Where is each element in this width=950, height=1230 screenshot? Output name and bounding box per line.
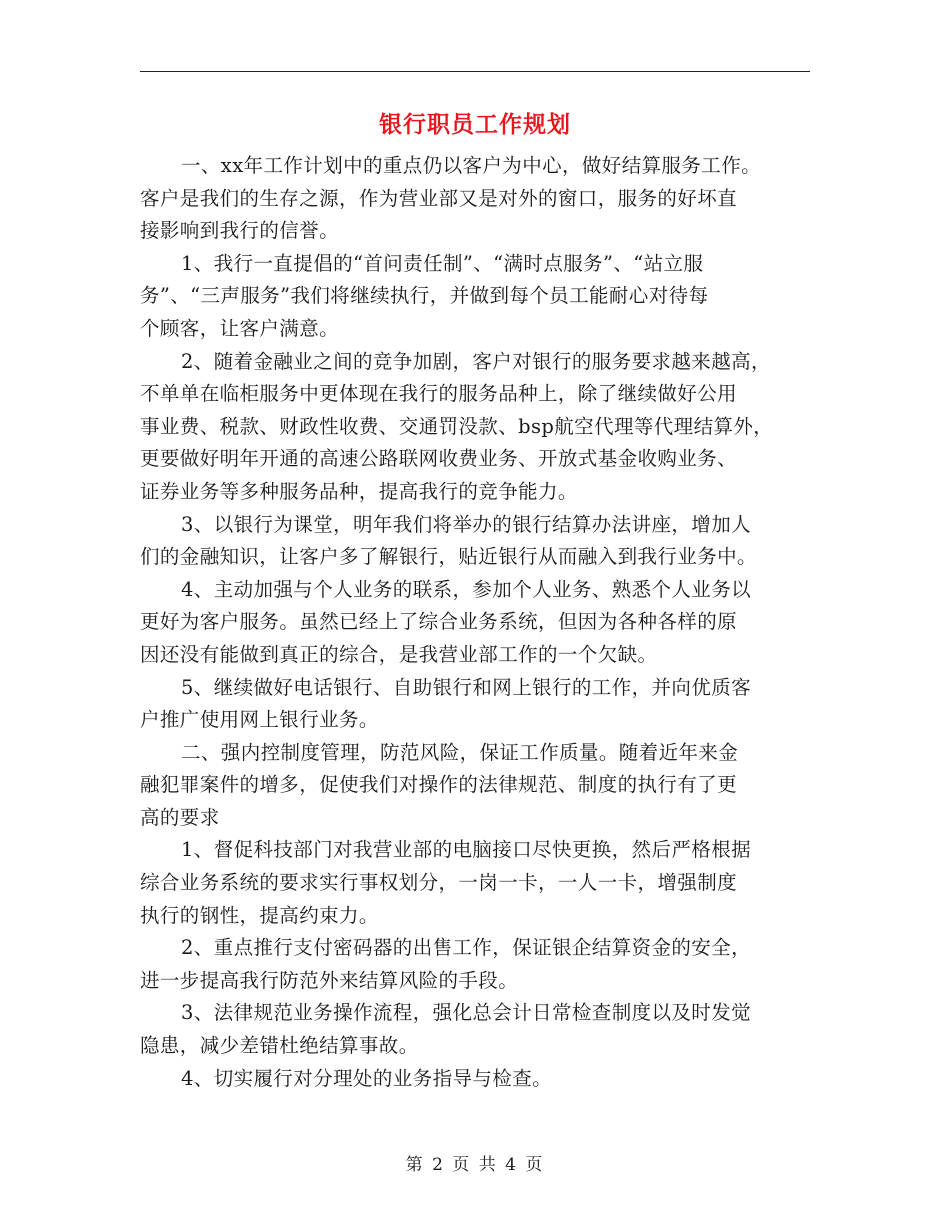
text-line: 2、重点推行支付密码器的出售工作，保证银企结算资金的安全， — [181, 936, 752, 960]
text-line: 3、以银行为课堂，明年我们将举办的银行结算办法讲座，增加人 — [181, 512, 752, 536]
text-line: 进一步提高我行防范外来结算风险的手段。 — [140, 968, 519, 992]
text-line: 不单单在临柜服务中更体现在我行的服务品种上，除了继续做好公用 — [140, 382, 738, 406]
text-line: 2、随着金融业之间的竞争加剧，客户对银行的服务要求越来越高， — [181, 349, 771, 373]
text-line: 高的要求 — [140, 805, 220, 829]
text-line: 接影响到我行的信誉。 — [140, 219, 340, 243]
text-line: 证券业务等多种服务品种，提高我行的竞争能力。 — [140, 479, 578, 503]
text-line: 更要做好明年开通的高速公路联网收费业务、开放式基金收购业务、 — [140, 447, 738, 471]
header-rule — [140, 71, 810, 72]
text-line: 融犯罪案件的增多，促使我们对操作的法律规范、制度的执行有了更 — [140, 773, 738, 797]
text-line: 事业费、税款、财政性收费、交通罚没款、bsp航空代理等代理结算外， — [140, 414, 774, 438]
text-line: 3、法律规范业务操作流程，强化总会计日常检查制度以及时发觉 — [181, 1001, 752, 1025]
paragraph — [140, 574, 812, 672]
text-line: 1、我行一直提倡的“首问责任制”、“满时点服务”、“站立服 — [181, 251, 704, 275]
text-line: 执行的钢性，提高约束力。 — [140, 903, 379, 927]
document-body — [140, 150, 812, 1095]
paragraph — [140, 672, 812, 737]
paragraph — [140, 248, 812, 346]
text-line: 务”、“三声服务”我们将继续执行，并做到每个员工能耐心对待每 — [140, 284, 709, 308]
text-line: 1、督促科技部门对我营业部的电脑接口尽快更换，然后严格根据 — [181, 838, 752, 862]
text-line: 一、xx年工作计划中的重点仍以客户为中心，做好结算服务工作。 — [181, 154, 761, 177]
text-line: 二、强内控制度管理，防范风险，保证工作质量。随着近年来金 — [181, 740, 739, 764]
paragraph — [140, 737, 812, 835]
document-title: 银行职员工作规划 — [379, 111, 571, 138]
paragraph — [140, 997, 812, 1062]
paragraph — [140, 509, 812, 574]
text-line: 客户是我们的生存之源，作为营业部又是对外的窗口，服务的好坏直 — [140, 186, 738, 210]
paragraph — [140, 1063, 812, 1096]
text-line: 户推广使用网上银行业务。 — [140, 708, 379, 732]
text-line: 隐患，减少差错杜绝结算事故。 — [140, 1034, 419, 1058]
text-line: 4、切实履行对分理处的业务指导与检查。 — [181, 1066, 553, 1090]
text-line: 们的金融知识，让客户多了解银行，贴近银行从而融入到我行业务中。 — [140, 545, 757, 569]
paragraph — [140, 150, 812, 248]
text-line: 更好为客户服务。虽然已经上了综合业务系统，但因为各种各样的原 — [140, 610, 738, 634]
text-line: 综合业务系统的要求实行事权划分，一岗一卡，一人一卡，增强制度 — [140, 871, 738, 895]
text-line: 因还没有能做到真正的综合，是我营业部工作的一个欠缺。 — [140, 642, 658, 666]
paragraph — [140, 834, 812, 932]
paragraph — [140, 346, 812, 509]
paragraph — [140, 932, 812, 997]
text-line: 5、继续做好电话银行、自助银行和网上银行的工作，并向优质客 — [181, 675, 752, 699]
text-line: 个顾客，让客户满意。 — [140, 316, 340, 340]
page-footer: 第 2 页 共 4 页 — [405, 1155, 545, 1175]
text-line: 4、主动加强与个人业务的联系，参加个人业务、熟悉个人业务以 — [181, 577, 752, 601]
